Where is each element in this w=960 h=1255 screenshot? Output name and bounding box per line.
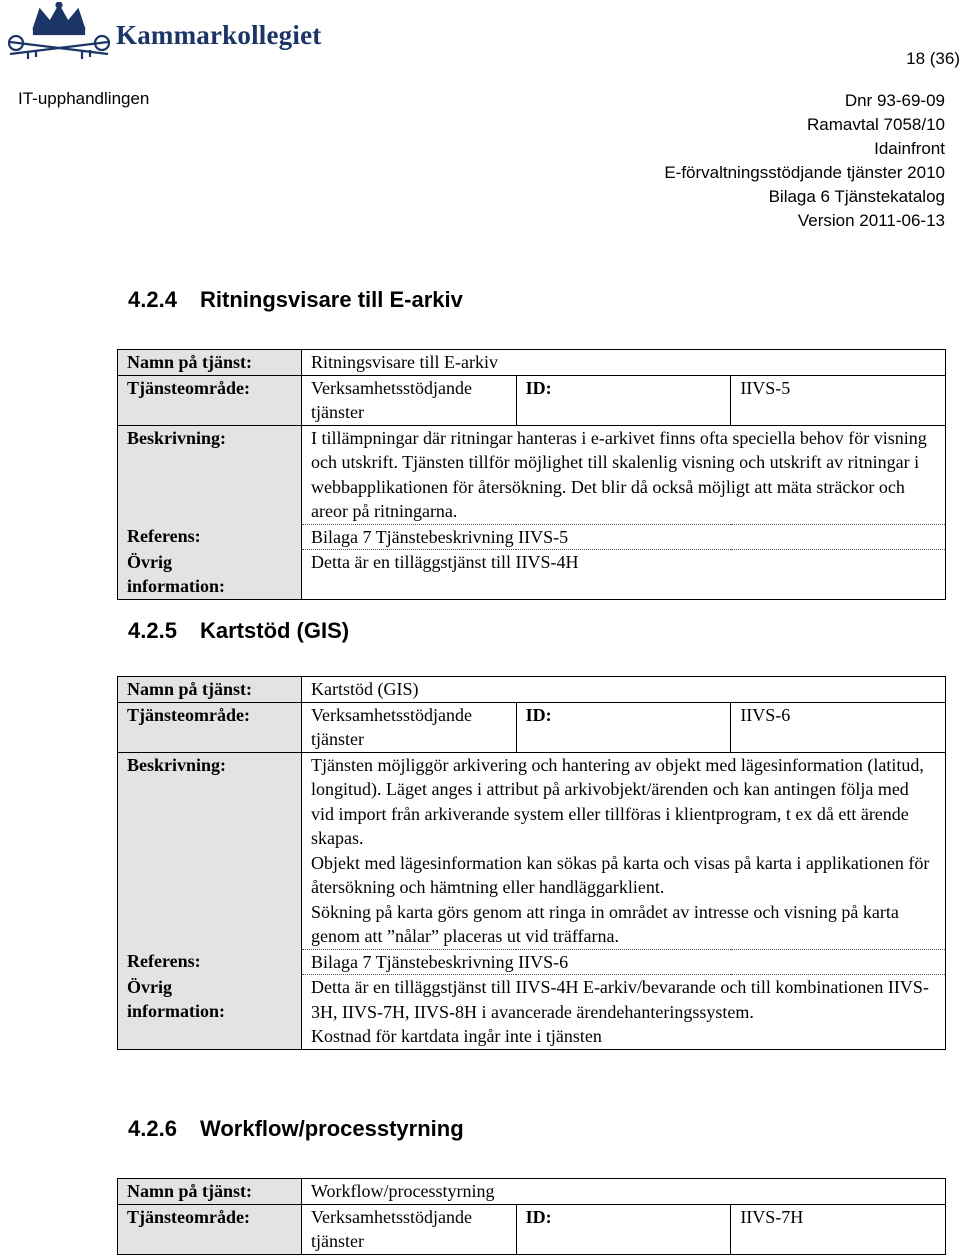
service-area: Verksamhetsstödjande tjänster	[302, 702, 517, 752]
section-title: Kartstöd (GIS)	[200, 618, 350, 643]
document-meta-line: Ramavtal 7058/10	[807, 115, 945, 134]
section-number: 4.2.5	[128, 618, 177, 643]
name-label: Namn på tjänst:	[118, 350, 302, 376]
document-meta-line: Bilaga 6 Tjänstekatalog	[768, 187, 945, 206]
service-area: Verksamhetsstödjande tjänster	[302, 375, 517, 425]
other-info-label-line: Övrig	[127, 551, 172, 572]
other-info-label-line: information:	[127, 576, 225, 596]
description-label: Beskrivning:	[118, 752, 302, 949]
service-description	[302, 425, 946, 524]
id-label: ID:	[516, 1204, 731, 1254]
other-info-row	[118, 550, 946, 600]
service-reference: Bilaga 7 Tjänstebeskrivning IIVS-5	[302, 524, 946, 550]
service-table	[117, 676, 946, 1050]
service-table	[117, 1178, 946, 1255]
section-number: 4.2.6	[128, 1116, 177, 1141]
other-info-label-line: Övrig	[127, 976, 172, 997]
description-paragraph: Sökning på karta görs genom att ringa in området av intresse och visning på karta genom att ”nålar” placeras ut vid träffarna.	[311, 901, 899, 946]
description-row	[118, 752, 946, 949]
project-name: IT-upphandlingen	[18, 89, 150, 108]
crown-keys-icon	[4, 2, 114, 68]
description-paragraph: I tillämpningar där ritningar hanteras i e-arkivet finns ofta speciella behov för visning och utskrift. Tjänsten tillför möjlighet till skalenlig visning och utskrift av ritningar i webbapplikationen för återsökning. Det blir då också möjligt att mäta sträckor och areor på ritningarna.	[311, 427, 927, 521]
service-name: Workflow/processtyrning	[302, 1179, 946, 1205]
service-id: IIVS-5	[731, 375, 946, 425]
name-label: Namn på tjänst:	[118, 1179, 302, 1205]
document-meta	[664, 89, 945, 233]
name-row	[118, 1179, 946, 1205]
area-row	[118, 1204, 946, 1254]
service-id: IIVS-7H	[731, 1204, 946, 1254]
area-row	[118, 702, 946, 752]
reference-row	[118, 949, 946, 975]
other-info-paragraph: Detta är en tilläggstjänst till IIVS-4H E-arkiv/bevarande och till kombinationen IIVS-3H, IIVS-7H, IIVS-8H i avancerade ärendehanteringssystem.	[311, 977, 929, 1022]
area-row	[118, 375, 946, 425]
section-heading	[128, 1116, 464, 1142]
service-reference: Bilaga 7 Tjänstebeskrivning IIVS-6	[302, 949, 946, 975]
other-info-label-line: information:	[127, 1001, 225, 1021]
name-label: Namn på tjänst:	[118, 677, 302, 703]
service-id: IIVS-6	[731, 702, 946, 752]
id-label: ID:	[516, 375, 731, 425]
area-label: Tjänsteområde:	[118, 702, 302, 752]
service-name: Kartstöd (GIS)	[302, 677, 946, 703]
document-meta-line: Version 2011-06-13	[797, 211, 945, 230]
page-number: 18 (36)	[906, 49, 960, 68]
other-info-paragraph: Detta är en tilläggstjänst till IIVS-4H	[311, 552, 579, 572]
description-paragraph: Tjänsten möjliggör arkivering och hantering av objekt med lägesinformation (latitud, longitud). Läget anges i attribut på arkivobjekt/ärenden och kan antingen följa med vid import från arkiverande system eller tillföras i klientprogram, t ex då ett ärende skapas.	[311, 754, 924, 848]
name-row	[118, 350, 946, 376]
service-other-info	[302, 975, 946, 1050]
section-number: 4.2.4	[128, 287, 177, 312]
description-row	[118, 425, 946, 524]
id-label: ID:	[516, 702, 731, 752]
kammarkollegiet-logo	[4, 2, 324, 68]
service-other-info	[302, 550, 946, 600]
description-label: Beskrivning:	[118, 425, 302, 524]
reference-label: Referens:	[118, 949, 302, 975]
service-table	[117, 349, 946, 600]
section-heading	[128, 618, 349, 644]
service-area: Verksamhetsstödjande tjänster	[302, 1204, 517, 1254]
document-meta-line: Idainfront	[874, 139, 945, 158]
reference-row	[118, 524, 946, 550]
other-info-label	[118, 550, 302, 600]
other-info-paragraph: Kostnad för kartdata ingår inte i tjänsten	[311, 1026, 602, 1046]
section-title: Ritningsvisare till E-arkiv	[200, 287, 463, 312]
document-meta-line: Dnr 93-69-09	[844, 91, 945, 110]
name-row	[118, 677, 946, 703]
other-info-label	[118, 975, 302, 1050]
reference-label: Referens:	[118, 524, 302, 550]
area-label: Tjänsteområde:	[118, 1204, 302, 1254]
area-label: Tjänsteområde:	[118, 375, 302, 425]
logo-wordmark: Kammarkollegiet	[116, 20, 322, 50]
service-description	[302, 752, 946, 949]
description-paragraph: Objekt med lägesinformation kan sökas på karta och visas på karta i applikationen för återsökning och hämtning eller handläggarklient.	[311, 852, 930, 897]
section-title: Workflow/processtyrning	[200, 1116, 464, 1141]
section-heading	[128, 287, 463, 313]
service-name: Ritningsvisare till E-arkiv	[302, 350, 946, 376]
other-info-row	[118, 975, 946, 1050]
document-meta-line: E-förvaltningsstödjande tjänster 2010	[664, 163, 945, 182]
